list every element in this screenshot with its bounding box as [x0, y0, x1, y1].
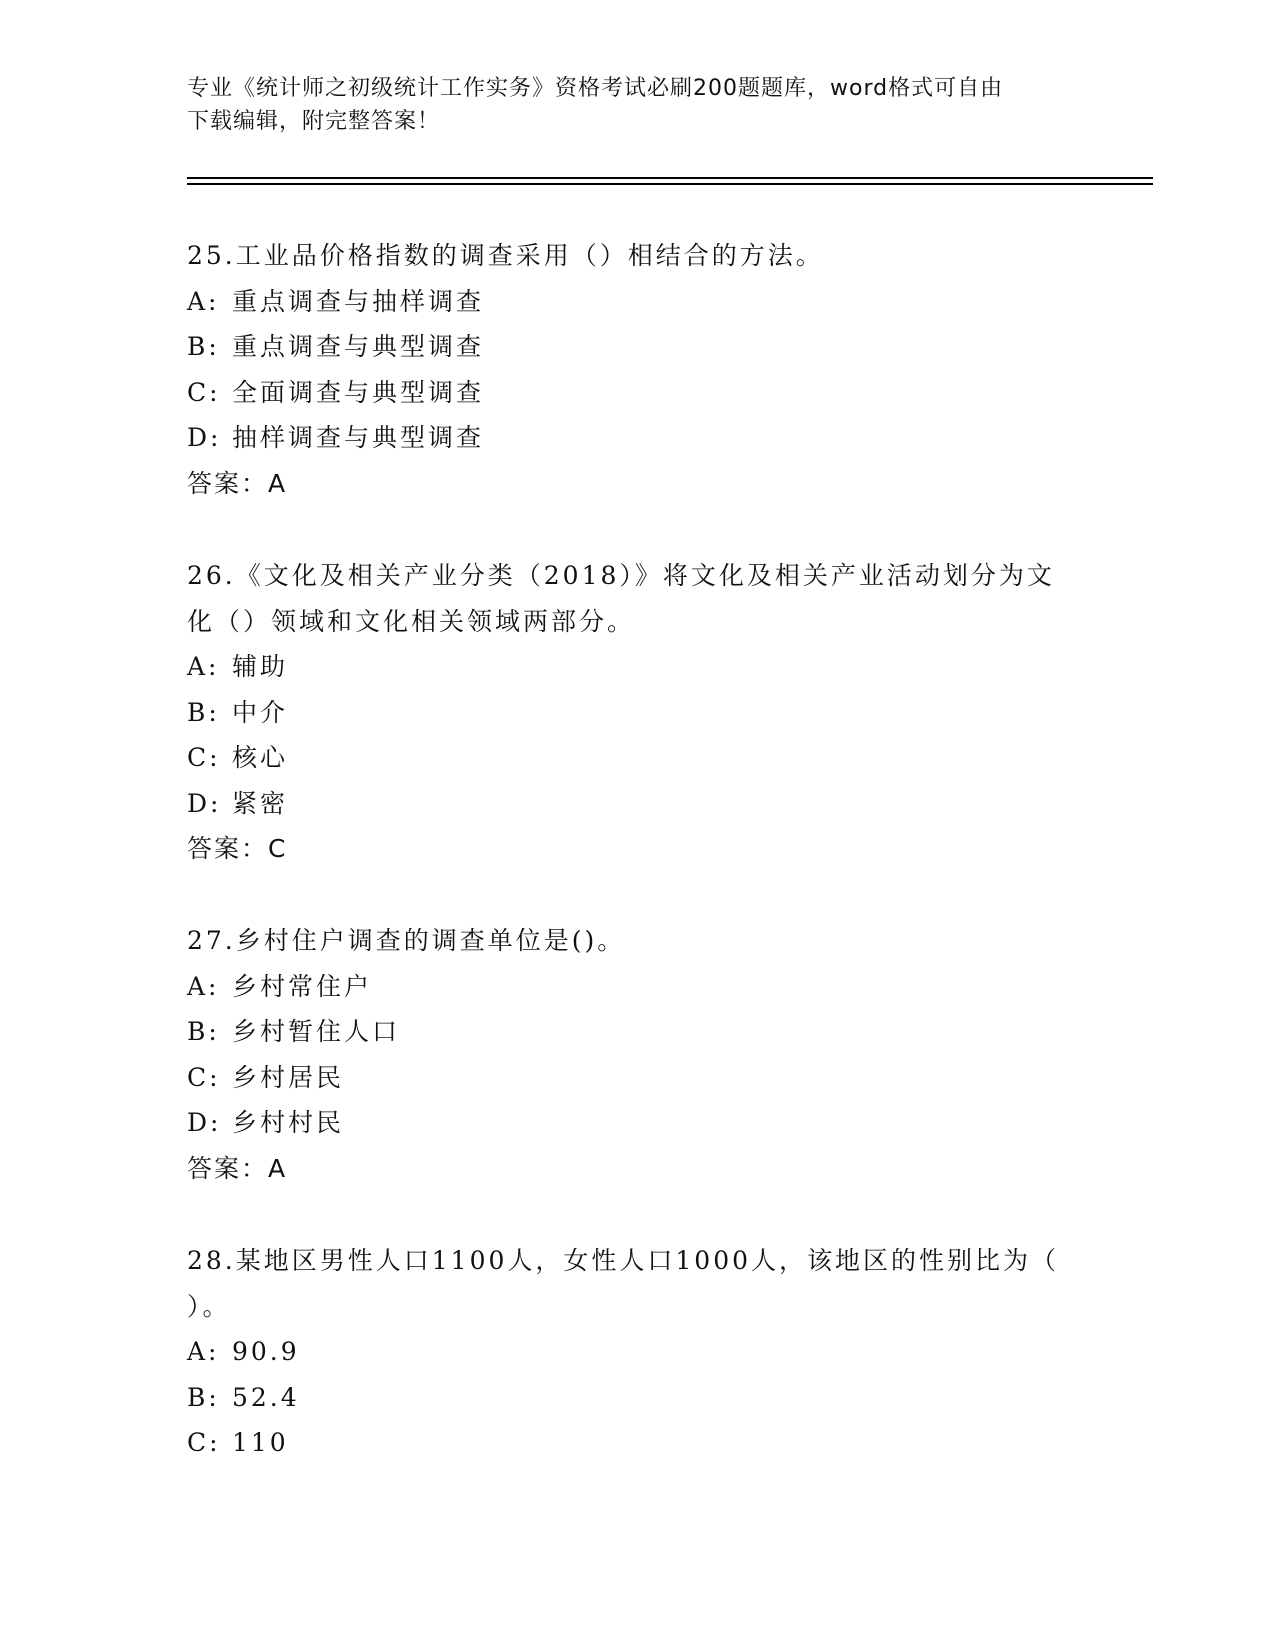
- option-label: A:: [187, 652, 220, 681]
- option-label: A:: [187, 971, 220, 1001]
- option-text: 抽样调查与典型调查: [232, 423, 485, 452]
- answer-line: 答案：A: [187, 468, 288, 498]
- option-c: [187, 1055, 1087, 1101]
- option-label: B:: [187, 332, 220, 361]
- option-b: [187, 1009, 1087, 1055]
- option-b: [187, 1375, 1087, 1421]
- option-label: A:: [187, 1337, 220, 1366]
- question-25: [187, 233, 1087, 506]
- option-label: D:: [187, 788, 222, 818]
- option-text: 90.9: [232, 1337, 300, 1366]
- option-label: B:: [187, 1382, 220, 1412]
- option-text: 核心: [232, 743, 289, 772]
- option-text: 中介: [232, 697, 289, 727]
- question-27: [187, 918, 1087, 1191]
- option-c: [187, 1420, 1087, 1466]
- question-stem-continued: ）。: [187, 1291, 231, 1321]
- option-label: D:: [187, 423, 222, 452]
- option-text: 乡村常住户: [232, 971, 373, 1001]
- question-stem-continued: 化（）领域和文化相关领域两部分。: [187, 606, 636, 636]
- question-stem: 27.乡村住户调查的调查单位是()。: [187, 926, 626, 955]
- document-header: [187, 72, 1087, 138]
- option-text: 重点调查与抽样调查: [232, 286, 485, 316]
- question-28: [187, 1238, 1087, 1466]
- question-stem: 26.《文化及相关产业分类（2018）》将文化及相关产业活动划分为文: [187, 561, 1055, 590]
- question-26: [187, 553, 1087, 872]
- option-text: 紧密: [232, 788, 289, 818]
- option-c: [187, 370, 1087, 416]
- option-label: B:: [187, 1017, 220, 1046]
- header-divider-top: [187, 177, 1153, 179]
- option-b: [187, 690, 1087, 736]
- answer-line: 答案：A: [187, 1153, 288, 1183]
- option-a: [187, 279, 1087, 325]
- header-line-2: 下载编辑，附完整答案！: [187, 109, 441, 134]
- option-label: C:: [187, 377, 221, 407]
- header-divider-bottom: [187, 183, 1153, 185]
- option-d: [187, 781, 1087, 827]
- question-stem: 28.某地区男性人口1100人，女性人口1000人，该地区的性别比为（: [187, 1246, 1060, 1275]
- option-text: 乡村居民: [232, 1062, 345, 1092]
- option-c: [187, 735, 1087, 781]
- option-text: 110: [232, 1428, 289, 1457]
- option-label: C:: [187, 1062, 221, 1092]
- option-label: D:: [187, 1108, 222, 1137]
- option-label: C:: [187, 1428, 221, 1457]
- option-label: B:: [187, 697, 220, 727]
- option-b: [187, 324, 1087, 370]
- question-stem: 25.工业品价格指数的调查采用（）相结合的方法。: [187, 241, 824, 270]
- option-text: 重点调查与典型调查: [232, 332, 485, 361]
- header-line-1: 专业《统计师之初级统计工作实务》资格考试必刷200题题库，word格式可自由: [187, 76, 1004, 101]
- option-d: [187, 415, 1087, 461]
- answer-line: 答案：C: [187, 834, 288, 863]
- option-text: 全面调查与典型调查: [232, 377, 485, 407]
- option-label: C:: [187, 743, 221, 772]
- option-a: [187, 644, 1087, 690]
- option-text: 辅助: [232, 652, 289, 681]
- option-a: [187, 1329, 1087, 1375]
- option-text: 乡村暂住人口: [232, 1017, 401, 1046]
- option-label: A:: [187, 286, 220, 316]
- option-a: [187, 964, 1087, 1010]
- option-text: 52.4: [232, 1382, 300, 1412]
- option-d: [187, 1100, 1087, 1146]
- option-text: 乡村村民: [232, 1108, 345, 1137]
